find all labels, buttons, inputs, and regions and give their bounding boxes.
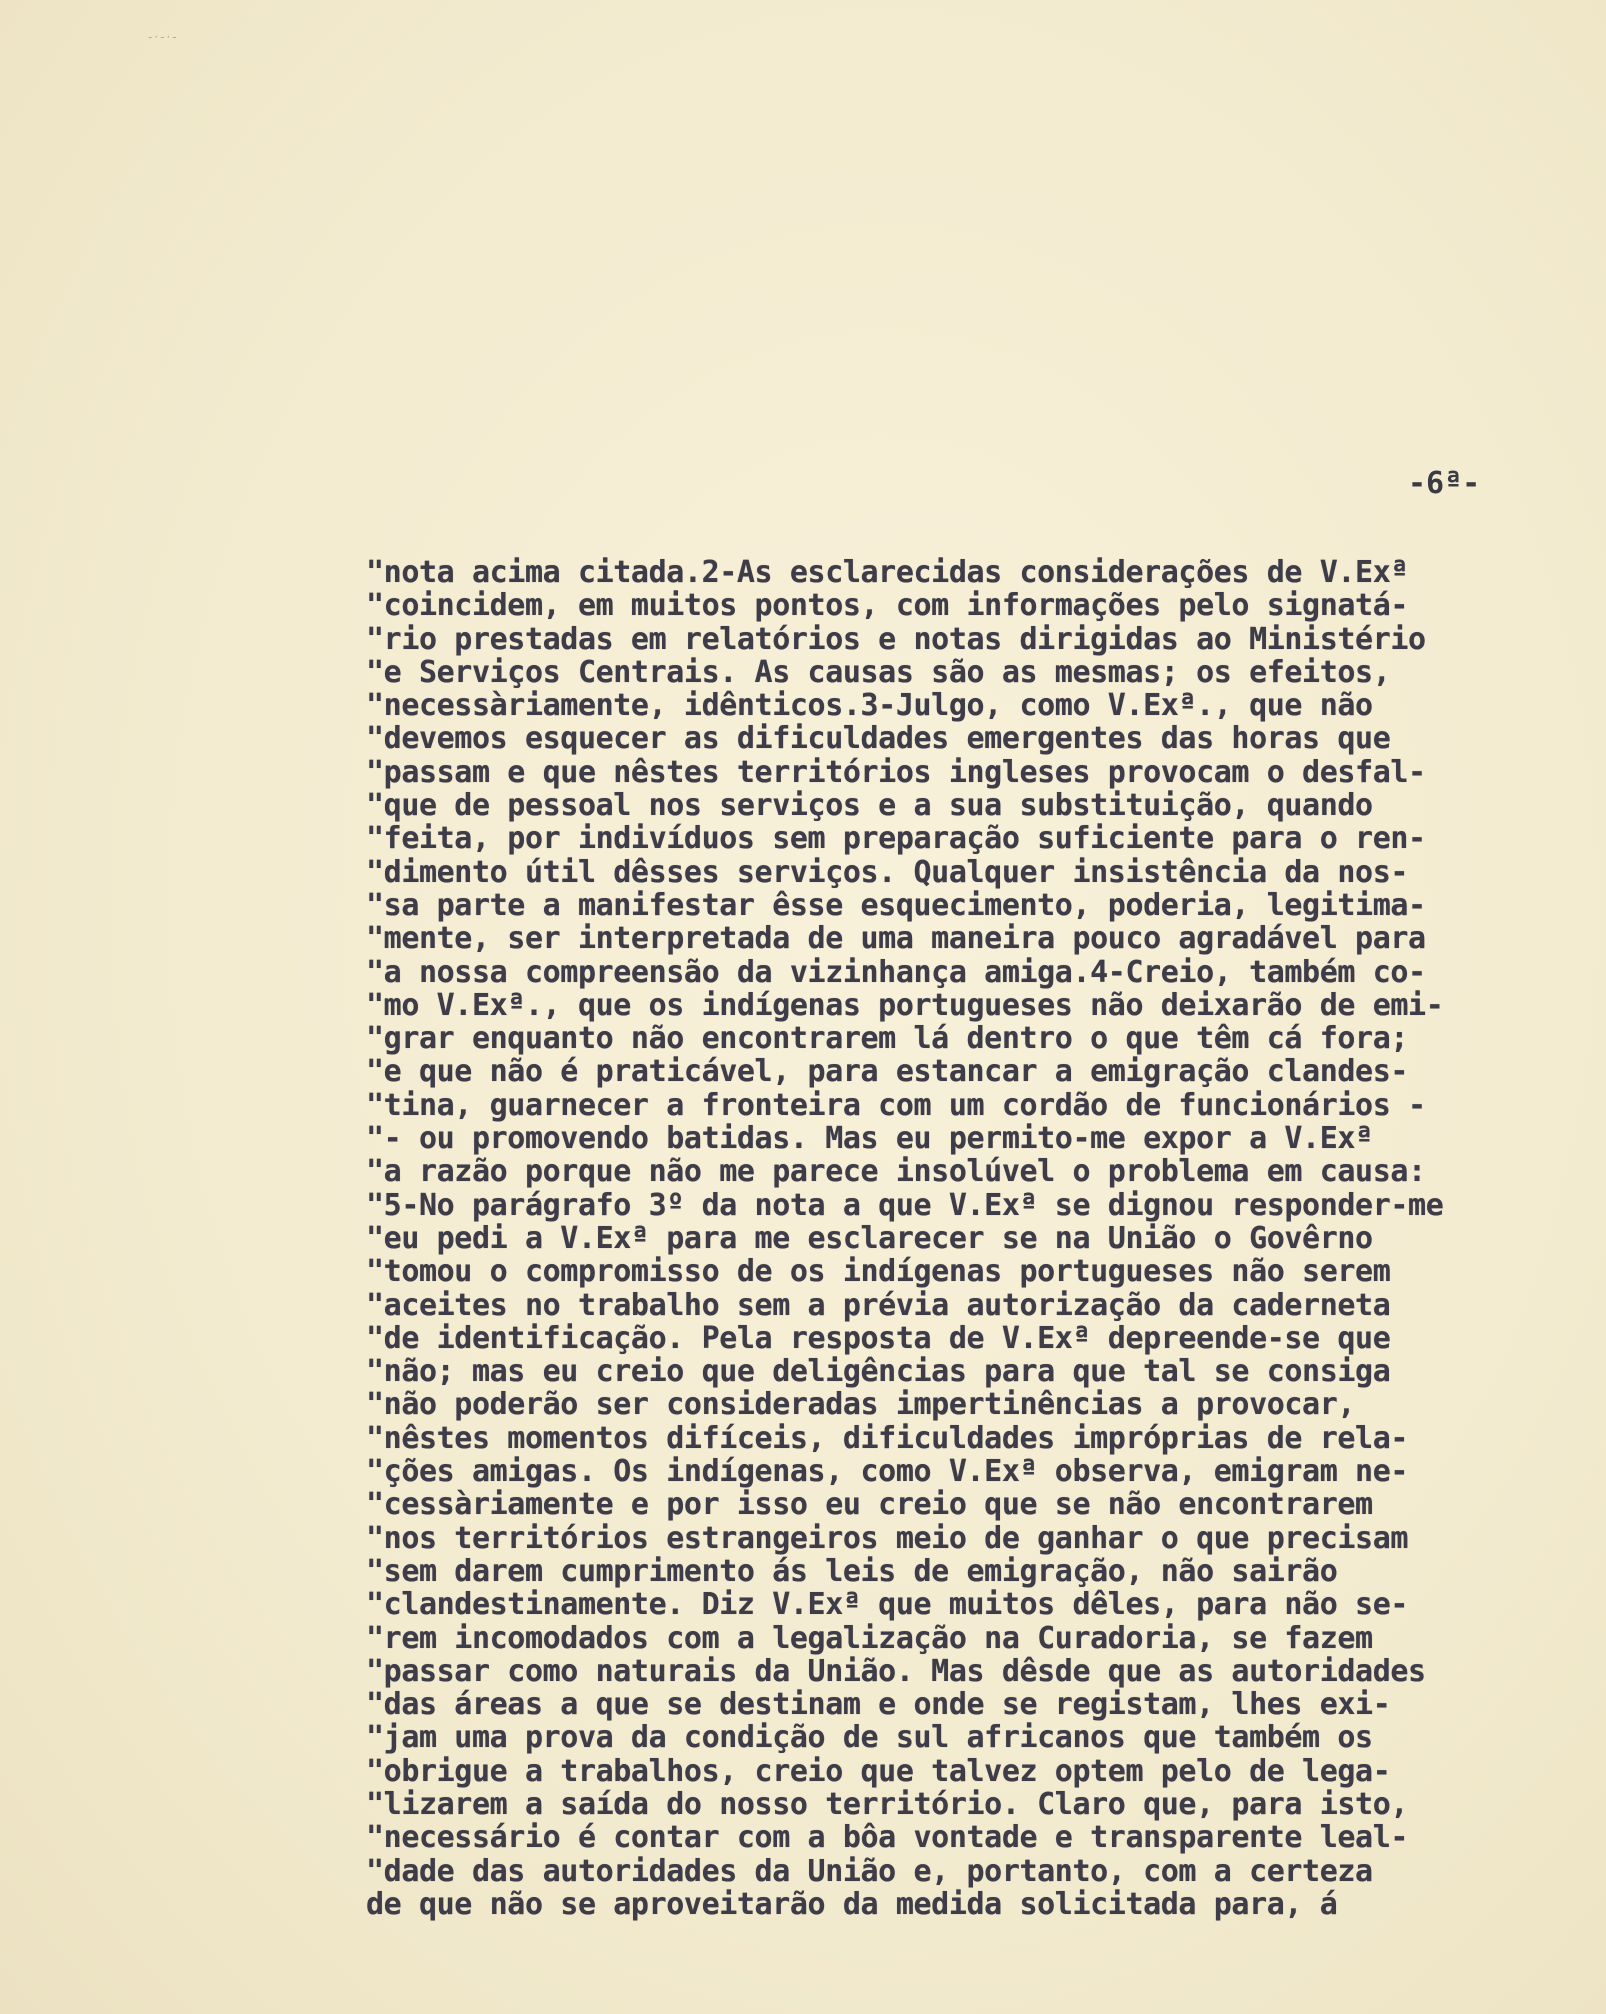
text-line: "nota acima citada.2-As esclarecidas considerações de V.Exª (366, 555, 1409, 590)
text-line: "passar como naturais da União. Mas dêsde que as autoridades (366, 1653, 1426, 1689)
text-line: "não poderão ser consideradas impertinências a provocar, (366, 1387, 1356, 1423)
corner-mark: -·-·- (148, 30, 179, 44)
text-line: "clandestinamente. Diz V.Exª que muitos dêles, para não se- (366, 1587, 1409, 1623)
text-line: "rem incomodados com a legalização na Curadoria, se fazem (366, 1620, 1373, 1656)
text-line: "mo V.Exª., que os indígenas portugueses não deixarão de emi- (366, 987, 1444, 1023)
text-line: "coincidem, em muitos pontos, com informações pelo signatá- (366, 588, 1409, 624)
text-line: "sa parte a manifestar êsse esquecimento, poderia, legitima- (366, 887, 1426, 923)
text-line: "aceites no trabalho sem a prévia autorização da caderneta (366, 1287, 1391, 1323)
page-number: -6ª- (1408, 466, 1481, 501)
text-line: "devemos esquecer as dificuldades emergentes das horas que (366, 721, 1391, 757)
text-line: "e que não é praticável, para estancar a emigração clandes- (366, 1054, 1409, 1090)
text-line: "sem darem cumprimento ás leis de emigração, não sairão (366, 1553, 1338, 1589)
text-line: "nos territórios estrangeiros meio de ganhar o que precisam (366, 1520, 1409, 1556)
text-line: "nêstes momentos difíceis, dificuldades impróprias de rela- (366, 1420, 1409, 1456)
text-line: "rio prestadas em relatórios e notas dirigidas ao Ministério (366, 621, 1426, 657)
text-line: "mente, ser interpretada de uma maneira pouco agradável para (366, 921, 1426, 957)
text-line: "tomou o compromisso de os indígenas portugueses não serem (366, 1254, 1391, 1290)
text-line: "necessário é contar com a bôa vontade e transparente leal- (366, 1820, 1409, 1856)
typewritten-body (366, 556, 1602, 1921)
text-line: "5-No parágrafo 3º da nota a que V.Exª se dignou responder-me (366, 1187, 1444, 1223)
text-line: "que de pessoal nos serviços e a sua substituição, quando (366, 788, 1373, 824)
text-line: "jam uma prova da condição de sul africanos que também os (366, 1720, 1373, 1756)
text-line: "e Serviços Centrais. As causas são as mesmas; os efeitos, (366, 654, 1391, 690)
text-line: "necessàriamente, idênticos.3-Julgo, como V.Exª., que não (366, 688, 1373, 724)
text-line: de que não se aproveitarão da medida solicitada para, á (366, 1886, 1338, 1922)
text-line: "a razão porque não me parece insolúvel o problema em causa: (366, 1154, 1426, 1190)
text-line: "passam e que nêstes territórios ingleses provocam o desfal- (366, 754, 1426, 790)
text-line: "grar enquanto não encontrarem lá dentro o que têm cá fora; (366, 1021, 1409, 1057)
text-line: "obrigue a trabalhos, creio que talvez optem pelo de lega- (366, 1753, 1391, 1789)
text-line: "feita, por indivíduos sem preparação suficiente para o ren- (366, 821, 1426, 857)
text-line: "a nossa compreensão da vizinhança amiga.4-Creio, também co- (366, 954, 1426, 990)
text-line: "dimento útil dêsses serviços. Qualquer insistência da nos- (366, 854, 1409, 890)
text-line: "tina, guarnecer a fronteira com um cordão de funcionários - (366, 1087, 1426, 1123)
text-line: "das áreas a que se destinam e onde se registam, lhes exi- (366, 1687, 1391, 1723)
text-line: "dade das autoridades da União e, portanto, com a certeza (366, 1853, 1373, 1889)
text-line: "não; mas eu creio que deligências para que tal se consiga (366, 1354, 1391, 1390)
text-line: "de identificação. Pela resposta de V.Exª depreende-se que (366, 1320, 1391, 1356)
text-line: "- ou promovendo batidas. Mas eu permito-me expor a V.Exª (366, 1121, 1373, 1157)
text-line: "ções amigas. Os indígenas, como V.Exª observa, emigram ne- (366, 1454, 1409, 1490)
text-line: "lizarem a saída do nosso território. Claro que, para isto, (366, 1786, 1409, 1822)
text-line: "eu pedi a V.Exª para me esclarecer se na União o Govêrno (366, 1220, 1373, 1256)
text-line: "cessàriamente e por isso eu creio que se não encontrarem (366, 1487, 1373, 1523)
